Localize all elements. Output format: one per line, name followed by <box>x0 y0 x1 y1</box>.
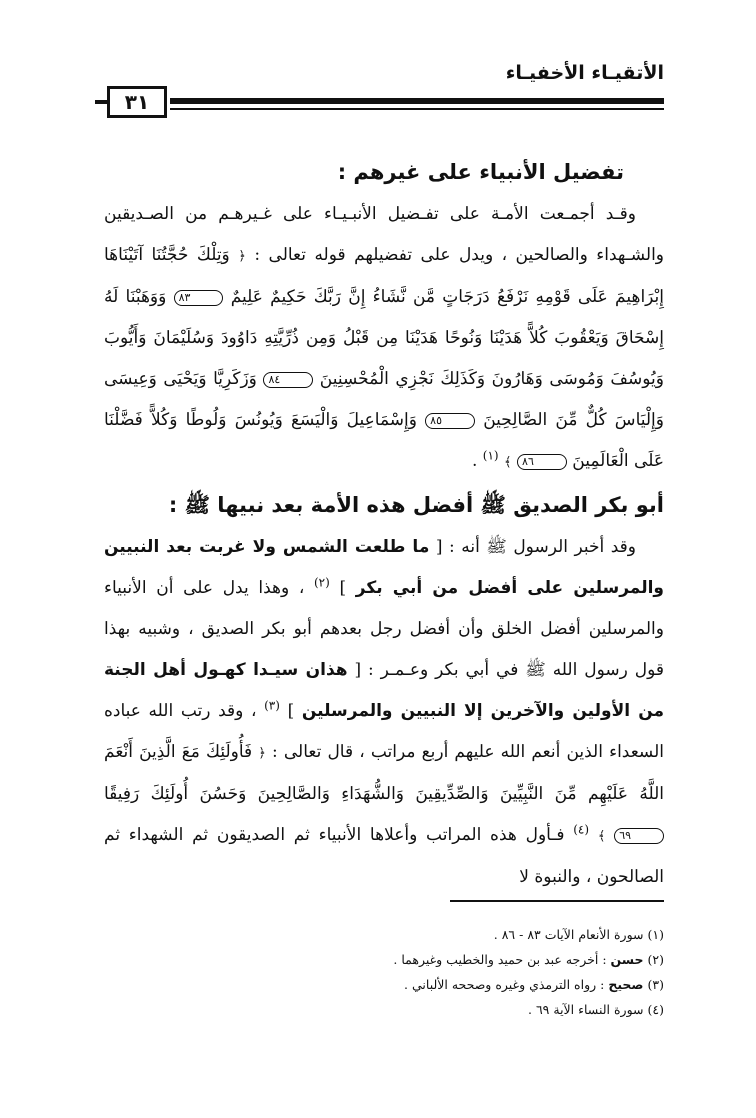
footnote-item <box>104 997 664 1022</box>
footnotes <box>104 922 664 1022</box>
verse-open-bracket: ﴿ <box>238 249 246 264</box>
footnote-number: (٢) <box>647 952 664 967</box>
footnote-reference: (١) <box>482 448 499 463</box>
verse-number-marker: ٨٥ <box>425 413 475 429</box>
hadith-text: هذان سيـدا كهـول أهل الجنة من الأولين والآخرين إلا النبيين والمرسلين <box>104 660 665 721</box>
footnote-grade: صحيح <box>608 977 644 992</box>
page-number: ٣١ <box>107 86 167 118</box>
paragraph-text: ، وقد رتب الله عباده السعداء الذين أنعم الله عليهم أربع مراتب ، قال تعالى : <box>104 701 664 762</box>
paragraph-abu-bakr <box>104 527 664 898</box>
bracket-close: ] <box>287 701 295 721</box>
verse-close-bracket: ﴾ <box>597 829 606 844</box>
paragraph-text: فـأول هذه المراتب وأعلاها الأنبياء ثم الصديقون ثم الشهداء ثم الصالحون ، والنبوة لا <box>104 825 664 887</box>
footnote-number: (١) <box>647 927 664 942</box>
verse-number-marker: ٨٣ <box>174 290 224 306</box>
quran-verse <box>104 245 664 471</box>
footnote-item <box>104 947 664 972</box>
verse-text: وَإِسْمَاعِيلَ وَالْيَسَعَ وَيُونُسَ وَلُوطًا وَكُلاًّ فَضَّلْنَا عَلَى الْعَالَمِينَ <box>104 410 664 471</box>
verse-text: وَزَكَرِيَّا وَيَحْيَى وَعِيسَى وَإِلْيَاسَ كُلٌّ مِّنَ الصَّالِحِينَ <box>104 369 664 430</box>
footnote-number: (٤) <box>647 1002 664 1017</box>
footnote-separator <box>450 900 664 902</box>
header-rule-left <box>95 100 107 104</box>
footnote-text: سورة النساء الآية ٦٩ . <box>528 1002 644 1017</box>
section-heading-prophets: تفضيل الأنبياء على غيرهم : <box>337 160 624 184</box>
paragraph-text: وقـد أجمـعت الأمـة على تفـضيل الأنبـيـاء على غـيرهـم من الصـديقين والشـهداء والصالحين ، ويدل على تفضيلهم قوله تعالى : <box>104 204 665 265</box>
header-rule-thick <box>170 98 664 104</box>
verse-text: وَوَهَبْنَا لَهُ إِسْحَاقَ وَيَعْقُوبَ كُلاًّ هَدَيْنَا وَنُوحًا هَدَيْنَا مِن قَبْلُ وَمِن ذُرِّيَّتِهِ دَاوُودَ وَسُلَيْمَانَ وَأَيُّوبَ وَيُوسُفَ وَمُوسَى وَهَارُونَ وَكَذَلِكَ نَجْزِي الْمُحْسِنِينَ <box>104 287 664 389</box>
paragraph-text: وقد أخبر الرسول ﷺ أنه : [ <box>435 537 636 557</box>
footnote-reference: (٢) <box>313 575 330 590</box>
footnote-text: : رواه الترمذي وغيره وصححه الألباني . <box>404 977 605 992</box>
verse-number-marker: ٦٩ <box>614 828 664 844</box>
footnote-reference: (٣) <box>264 698 280 713</box>
verse-text: فَأُولَئِكَ مَعَ الَّذِينَ أَنْعَمَ اللَّهُ عَلَيْهِم مِّنَ النَّبِيِّينَ وَالصِّدِّيقِينَ وَالشُّهَدَاءِ وَالصَّالِحِينَ وَحَسُنَ أُولَئِكَ رَفِيقًا <box>104 742 664 804</box>
hadith-text: ما طلعت الشمس ولا غربت بعد النبيين والمرسلين على أفضل من أبي بكر <box>104 537 664 598</box>
verse-number-marker: ٨٦ <box>517 454 567 470</box>
section-heading-abu-bakr: أبو بكر الصديق ﷺ أفضل هذه الأمة بعد نبيها ﷺ : <box>168 493 664 517</box>
footnote-item <box>104 972 664 997</box>
footnote-number: (٣) <box>647 977 664 992</box>
footnote-text: سورة الأنعام الآيات ٨٣ - ٨٦ . <box>493 927 644 942</box>
verse-close-bracket: ﴾ <box>504 455 512 470</box>
running-title: الأتقيـاء الأخفيـاء <box>505 62 664 84</box>
footnote-text: : أخرجه عبد بن حميد والخطيب وغيرهما . <box>393 952 607 967</box>
footnote-grade: حسن <box>610 952 644 967</box>
verse-open-bracket: ﴿ <box>258 746 266 761</box>
paragraph-text: ، وهذا يدل على أن الأنبياء والمرسلين أفضل الخلق وأن أفضل رجل بعدهم أبو بكر الصديق ، وشبيه بهذا قول رسول الله ﷺ في أبي بكر وعـمـر : [ <box>104 578 665 680</box>
bracket-close: ] <box>339 578 347 598</box>
paragraph-prophets: وقـد أجمـعت الأمـة على تفـضيل الأنبـيـاء على غـيرهـم من الصـديقين والشـهداء والصالحين ، ويدل على تفضيلهم قوله تعالى : ﴿ وَتِلْكَ حُجَّتُنَا آتَيْنَاهَا إِبْرَاهِيمَ عَلَى قَوْمِهِ نَرْفَعُ دَرَجَاتٍ مَّن نَّشَاءُ إِنَّ رَبَّكَ حَكِيمٌ عَلِيمٌ ٨٣ وَوَهَبْنَا لَهُ إِسْحَاقَ وَيَعْقُوبَ كُلاًّ هَدَيْنَا وَنُوحًا هَدَيْنَا مِن قَبْلُ وَمِن ذُرِّيَّتِهِ دَاوُودَ وَسُلَيْمَانَ وَأَيُّوبَ وَيُوسُفَ وَمُوسَى وَهَارُونَ وَكَذَلِكَ نَجْزِي الْمُحْسِنِينَ ٨٤ وَزَكَرِيَّا وَيَحْيَى وَعِيسَى وَإِلْيَاسَ كُلٌّ مِّنَ الصَّالِحِينَ ٨٥ وَإِسْمَاعِيلَ وَالْيَسَعَ وَيُونُسَ وَلُوطًا وَكُلاًّ فَضَّلْنَا عَلَى الْعَالَمِينَ ٨٦ ﴾ $^{(١)}$ . <box>104 204 665 471</box>
verse-text: وَتِلْكَ حُجَّتُنَا آتَيْنَاهَا إِبْرَاهِيمَ عَلَى قَوْمِهِ نَرْفَعُ دَرَجَاتٍ مَّن نَّشَاءُ إِنَّ رَبَّكَ حَكِيمٌ عَلِيمٌ <box>104 245 665 307</box>
header-rule-thin <box>170 108 664 110</box>
footnote-reference: (٤) <box>573 822 590 837</box>
main-content <box>104 150 664 898</box>
footnote-item <box>104 922 664 947</box>
verse-number-marker: ٨٤ <box>263 372 313 388</box>
